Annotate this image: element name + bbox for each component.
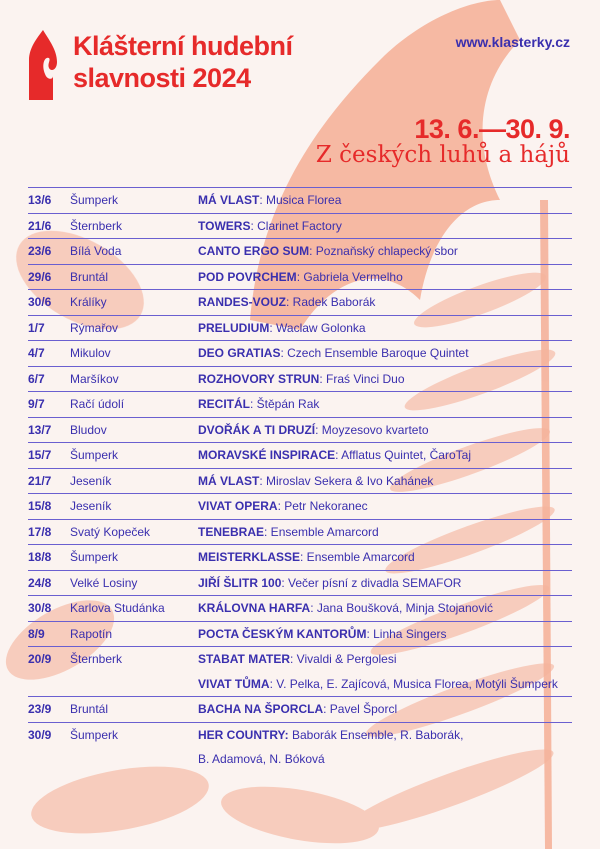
- event-row: [28, 519, 572, 545]
- program-title: PRELUDIUM: [198, 320, 270, 335]
- event-program: [198, 702, 572, 717]
- program-performer: : Fraś Vinci Duo: [319, 371, 405, 386]
- event-row: [28, 493, 572, 519]
- event-program: [198, 728, 572, 767]
- event-program: [198, 576, 572, 591]
- event-row: [28, 417, 572, 443]
- program-performer: : Pavel Šporcl: [323, 702, 398, 716]
- program-line: [198, 702, 572, 717]
- event-row: [28, 468, 572, 494]
- event-place: Bludov: [70, 422, 107, 437]
- event-program: [198, 270, 572, 285]
- event-program: [198, 346, 572, 361]
- event-date: 17/8: [28, 524, 52, 539]
- event-date: 4/7: [28, 346, 45, 360]
- program-line: [198, 499, 572, 514]
- festival-title: [73, 30, 293, 94]
- program-title: VIVAT TŮMA: [198, 676, 270, 691]
- program-title: MÁ VLAST: [198, 473, 260, 488]
- festival-logo-icon: [27, 30, 59, 100]
- event-program: [198, 474, 572, 489]
- program-title: RECITÁL: [198, 397, 250, 411]
- event-place: Maršíkov: [70, 371, 119, 386]
- program-line: [198, 752, 572, 767]
- program-performer: B. Adamová, N. Bóková: [198, 752, 325, 766]
- program-line: [198, 525, 572, 540]
- event-date: 21/7: [28, 473, 52, 488]
- program-performer: Baborák Ensemble, R. Baborák,: [288, 727, 464, 742]
- event-date: 6/7: [28, 371, 45, 386]
- event-place: Šumperk: [70, 193, 119, 207]
- program-title: ROZHOVORY STRUN: [198, 371, 320, 386]
- event-place: Šumperk: [70, 727, 119, 742]
- program-performer: : Radek Baborák: [286, 295, 376, 309]
- program-performer: : Clarinet Factory: [250, 218, 342, 233]
- event-row: [28, 289, 572, 315]
- event-date: 29/6: [28, 269, 52, 284]
- event-place: Mikulov: [70, 346, 111, 360]
- event-place: Šternberk: [70, 218, 123, 233]
- event-row: [28, 315, 572, 341]
- program-title: STABAT MATER: [198, 652, 290, 666]
- event-program: [198, 372, 572, 387]
- program-line: [198, 346, 572, 361]
- program-title: RANDES-VOUZ: [198, 295, 287, 309]
- program-performer: : Afflatus Quintet, ČaroTaj: [335, 448, 471, 462]
- program-title: POD POVRCHEM: [198, 269, 297, 284]
- event-date: 13/6: [28, 193, 52, 207]
- program-line: [198, 219, 572, 234]
- event-program: [198, 423, 572, 438]
- event-program: [198, 397, 572, 412]
- event-program: [198, 244, 572, 259]
- event-date: 30/6: [28, 295, 52, 309]
- event-date: 8/9: [28, 626, 45, 641]
- event-row: [28, 238, 572, 264]
- event-row: [28, 340, 572, 366]
- event-row: [28, 213, 572, 239]
- event-row: [28, 646, 572, 696]
- program-line: [198, 295, 572, 310]
- program-line: [198, 627, 572, 642]
- program-title: POCTA ČESKÝM KANTORŮM: [198, 626, 367, 641]
- event-date: 9/7: [28, 397, 45, 411]
- event-program: [198, 321, 572, 336]
- program-performer: : Gabriela Vermelho: [296, 269, 403, 284]
- event-program: [198, 550, 572, 565]
- event-row: [28, 595, 572, 621]
- program-performer: : Musica Florea: [259, 193, 342, 207]
- event-date: 13/7: [28, 422, 52, 437]
- program-title: HER COUNTRY:: [198, 727, 289, 742]
- event-place: Bruntál: [70, 702, 109, 716]
- event-row: [28, 570, 572, 596]
- program-performer: : V. Pelka, E. Zajícová, Musica Florea, Motýli Šumperk: [269, 676, 558, 691]
- program-line: [198, 321, 572, 336]
- program-title: TOWERS: [198, 218, 251, 233]
- event-program: [198, 193, 572, 208]
- program-performer: : Štěpán Rak: [250, 397, 320, 411]
- event-place: Svatý Kopeček: [70, 524, 151, 539]
- event-place: Bílá Voda: [70, 244, 122, 258]
- event-place: Jeseník: [70, 473, 112, 488]
- festival-dates: 13. 6.—30. 9.: [414, 114, 570, 144]
- event-date: 21/6: [28, 218, 52, 233]
- event-place: Rýmařov: [70, 320, 119, 335]
- program-title: KRÁLOVNA HARFA: [198, 601, 311, 615]
- website-link[interactable]: www.klasterky.cz: [455, 34, 570, 50]
- event-date: 30/9: [28, 727, 52, 742]
- program-performer: : Jana Boušková, Minja Stojanović: [310, 601, 493, 615]
- event-place: Šumperk: [70, 550, 119, 564]
- event-schedule: [28, 187, 572, 772]
- event-date: 24/8: [28, 575, 52, 590]
- program-line: [198, 270, 572, 285]
- program-line: [198, 397, 572, 412]
- program-performer: : Miroslav Sekera & Ivo Kahánek: [259, 473, 434, 488]
- event-place: Rapotín: [70, 626, 113, 641]
- event-program: [198, 601, 572, 616]
- event-program: [198, 219, 572, 234]
- title-line-2: slavnosti 2024: [73, 63, 251, 93]
- program-line: [198, 244, 572, 259]
- event-place: Jeseník: [70, 499, 112, 513]
- event-place: Velké Losiny: [70, 575, 138, 590]
- event-program: [198, 627, 572, 642]
- event-place: Králíky: [70, 295, 107, 309]
- program-title: TENEBRAE: [198, 524, 265, 539]
- program-title: DEO GRATIAS: [198, 346, 281, 360]
- program-line: [198, 576, 572, 591]
- event-row: [28, 621, 572, 647]
- event-row: [28, 442, 572, 468]
- event-program: [198, 499, 572, 514]
- event-place: Šumperk: [70, 448, 119, 462]
- program-performer: : Poznaňský chlapecký sbor: [309, 244, 458, 258]
- festival-motto: Z českých luhů a hájů: [315, 142, 570, 168]
- program-performer: : Linha Singers: [366, 626, 447, 641]
- program-performer: : Vivaldi & Pergolesi: [290, 652, 397, 666]
- program-title: VIVAT OPERA: [198, 499, 278, 513]
- event-program: [198, 448, 572, 463]
- event-place: Karlova Studánka: [70, 601, 165, 615]
- program-title: CANTO ERGO SUM: [198, 244, 310, 258]
- program-title: DVOŘÁK A TI DRUZÍ: [198, 422, 316, 437]
- event-row: [28, 366, 572, 392]
- program-line: [198, 677, 572, 692]
- program-performer: : Moyzesovo kvarteto: [315, 422, 429, 437]
- program-performer: : Ensemble Amarcord: [264, 524, 379, 539]
- program-performer: : Czech Ensemble Baroque Quintet: [280, 346, 469, 360]
- event-row: [28, 722, 572, 772]
- event-date: 15/7: [28, 448, 52, 462]
- program-performer: : Petr Nekoranec: [277, 499, 368, 513]
- program-line: [198, 728, 572, 743]
- program-line: [198, 474, 572, 489]
- program-title: JIŘÍ ŠLITR 100: [198, 575, 282, 590]
- event-place: Račí údolí: [70, 397, 125, 411]
- program-title: MÁ VLAST: [198, 193, 260, 207]
- program-line: [198, 652, 572, 667]
- program-line: [198, 372, 572, 387]
- program-title: MEISTERKLASSE: [198, 550, 301, 564]
- event-date: 30/8: [28, 601, 52, 615]
- title-line-1: Klášterní hudební: [73, 31, 293, 61]
- program-performer: : Ensemble Amarcord: [300, 550, 415, 564]
- event-date: 23/9: [28, 702, 52, 716]
- event-place: Bruntál: [70, 269, 109, 284]
- program-line: [198, 601, 572, 616]
- program-performer: : Waclaw Golonka: [269, 320, 366, 335]
- program-title: MORAVSKÉ INSPIRACE: [198, 448, 336, 462]
- event-row: [28, 187, 572, 213]
- event-row: [28, 264, 572, 290]
- event-place: Šternberk: [70, 652, 123, 666]
- event-row: [28, 391, 572, 417]
- program-line: [198, 550, 572, 565]
- event-date: 18/8: [28, 550, 52, 564]
- program-line: [198, 448, 572, 463]
- event-date: 20/9: [28, 652, 52, 666]
- program-line: [198, 423, 572, 438]
- event-program: [198, 525, 572, 540]
- event-row: [28, 696, 572, 722]
- program-title: BACHA NA ŠPORCLA: [198, 702, 324, 716]
- program-performer: : Večer písní z divadla SEMAFOR: [281, 575, 462, 590]
- event-date: 15/8: [28, 499, 52, 513]
- event-date: 1/7: [28, 320, 45, 335]
- program-line: [198, 193, 572, 208]
- event-row: [28, 544, 572, 570]
- event-program: [198, 295, 572, 310]
- event-program: [198, 652, 572, 691]
- event-date: 23/6: [28, 244, 52, 258]
